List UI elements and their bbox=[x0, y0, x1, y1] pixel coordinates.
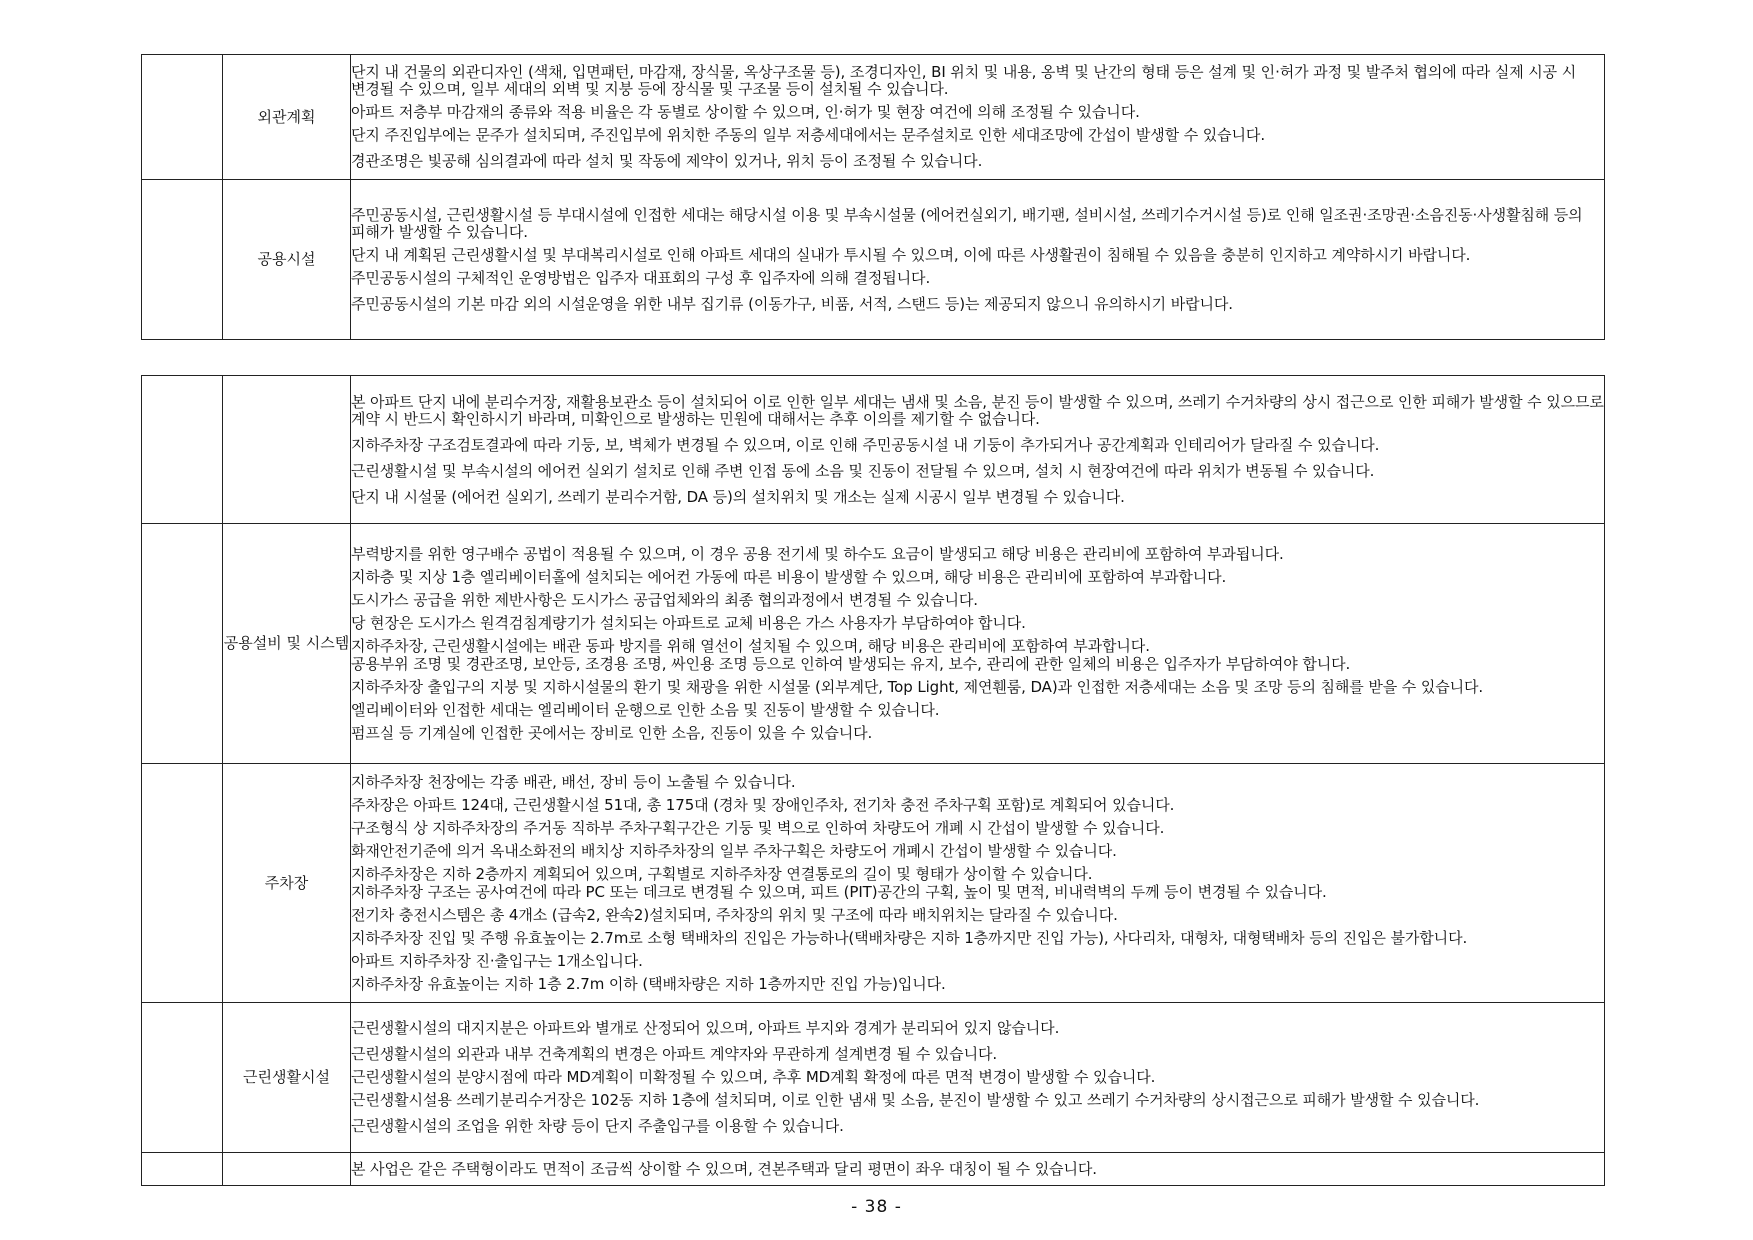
notice-item: 근린생활시설의 외관과 내부 건축계획의 변경은 아파트 계약자와 무관하게 설계변경 될 수 있습니다. bbox=[351, 1045, 998, 1063]
notice-item: 주민공동시설의 구체적인 운영방법은 입주자 대표회의 구성 후 입주자에 의해 결정됩니다. bbox=[351, 268, 931, 287]
section-content-waste-facilities bbox=[351, 376, 1605, 524]
notice-item: 당 현장은 도시가스 원격검침계량기가 설치되는 아파트로 교체 비용은 가스 사용자가 부담하여야 합니다. bbox=[351, 613, 1026, 632]
notice-item: 본 아파트 단지 내에 분리수거장, 재활용보관소 등이 설치되어 이로 인한 일부 세대는 냄새 및 소음, 분진 등이 발생할 수 있으며, 쓰레기 수거차량의 상시 접근으로 인한 피해가 발생할 수 있으므로 계약 시 반드시 확인하시기 바라며, 미확인으로 발생하는 민원에 대해서는 추후 이의를 제기할 수 없습니다. bbox=[351, 392, 1604, 428]
notice-item: 근린생활시설의 대지지분은 아파트와 별개로 산정되어 있으며, 아파트 부지와 경계가 분리되어 있지 않습니다. bbox=[351, 1019, 1060, 1037]
category-cell bbox=[142, 524, 223, 764]
section-row-common-systems bbox=[142, 524, 1605, 764]
notice-item: 주민공동시설의 기본 마감 외의 시설운영을 위한 내부 집기류 (이동가구, 비품, 서적, 스탠드 등)는 제공되지 않으니 유의하시기 바랍니다. bbox=[351, 294, 1233, 313]
notice-item: 근린생활시설의 분양시점에 따라 MD계획이 미확정될 수 있으며, 추후 MD계획 확정에 따른 면적 변경이 발생할 수 있습니다. bbox=[351, 1068, 1156, 1086]
notice-table-bottom bbox=[141, 375, 1605, 1186]
notice-item: 도시가스 공급을 위한 제반사항은 도시가스 공급업체와의 최종 협의과정에서 변경될 수 있습니다. bbox=[351, 590, 978, 609]
notice-item: 아파트 저층부 마감재의 종류와 적용 비율은 각 동별로 상이할 수 있으며, 인·허가 및 현장 여건에 의해 조정될 수 있습니다. bbox=[351, 103, 1140, 121]
notice-item: 단지 내 시설물 (에어컨 실외기, 쓰레기 분리수거함, DA 등)의 설치위치 및 개소는 실제 시공시 일부 변경될 수 있습니다. bbox=[351, 487, 1125, 506]
section-label-blank bbox=[223, 376, 351, 524]
notice-item: 단지 내 건물의 외관디자인 (색채, 입면패턴, 마감재, 장식물, 옥상구조물 등), 조경디자인, BI 위치 및 내용, 옹벽 및 난간의 형태 등은 설계 및 인·허가 과정 및 발주처 협의에 따라 실제 시공 시 변경될 수 있으며, 일부 세대의 외벽 및 지붕 등에 장식물 및 구조물 등이 설치될 수 있습니다. bbox=[351, 63, 1577, 98]
section-label-exterior-plan: 외관계획 bbox=[223, 55, 351, 180]
notice-item: 지하주차장, 근린생활시설에는 배관 동파 방지를 위해 열선이 설치될 수 있으며, 해당 비용은 관리비에 포함하여 부과합니다. bbox=[351, 636, 1150, 655]
section-content-common-systems bbox=[351, 524, 1605, 764]
notice-item: 지하주차장 진입 및 주행 유효높이는 2.7m로 소형 택배차의 진입은 가능하나(택배차량은 지하 1층까지만 진입 가능), 사다리차, 대형차, 대형택배차 등의 진입은 불가합니다. bbox=[351, 928, 1468, 947]
notice-item: 지하주차장 구조검토결과에 따라 기둥, 보, 벽체가 변경될 수 있으며, 이로 인해 주민공동시설 내 기둥이 추가되거나 공간계획과 인테리어가 달라질 수 있습니다. bbox=[351, 435, 1380, 454]
notice-item: 구조형식 상 지하주차장의 주거동 직하부 주차구획구간은 기둥 및 벽으로 인하여 차량도어 개폐 시 간섭이 발생할 수 있습니다. bbox=[351, 818, 1165, 837]
category-cell bbox=[142, 376, 223, 524]
notice-table-top bbox=[141, 54, 1605, 340]
section-label-parking: 주차장 bbox=[223, 764, 351, 1003]
section-content-common-facilities bbox=[351, 180, 1605, 340]
section-label-common-facilities: 공용시설 bbox=[223, 180, 351, 340]
notice-item: 엘리베이터와 인접한 세대는 엘리베이터 운행으로 인한 소음 및 진동이 발생할 수 있습니다. bbox=[351, 700, 940, 719]
notice-item: 단지 내 계획된 근린생활시설 및 부대복리시설로 인해 아파트 세대의 실내가 투시될 수 있으며, 이에 따른 사생활권이 침해될 수 있음을 충분히 인지하고 계약하시기 바랍니다. bbox=[351, 245, 1471, 264]
notice-item: 전기차 충전시스템은 총 4개소 (급속2, 완속2)설치되며, 주차장의 위치 및 구조에 따라 배치위치는 달라질 수 있습니다. bbox=[351, 905, 1118, 924]
section-row-exterior-plan bbox=[142, 55, 1605, 180]
notice-item: 펌프실 등 기계실에 인접한 곳에서는 장비로 인한 소음, 진동이 있을 수 있습니다. bbox=[351, 723, 873, 742]
category-cell bbox=[142, 180, 223, 340]
notice-item: 근린생활시설의 조업을 위한 차량 등이 단지 주출입구를 이용할 수 있습니다. bbox=[351, 1117, 844, 1135]
category-cell bbox=[142, 55, 223, 180]
notice-item: 근린생활시설 및 부속시설의 에어컨 실외기 설치로 인해 주변 인접 동에 소음 및 진동이 전달될 수 있으며, 설치 시 현장여건에 따라 위치가 변동될 수 있습니다. bbox=[351, 461, 1375, 480]
notice-item: 주차장은 아파트 124대, 근린생활시설 51대, 총 175대 (경차 및 장애인주차, 전기차 충전 주차구획 포함)로 계획되어 있습니다. bbox=[351, 795, 1175, 814]
notice-item: 공용부위 조명 및 경관조명, 보안등, 조경용 조명, 싸인용 조명 등으로 인하여 발생되는 유지, 보수, 관리에 관한 일체의 비용은 입주자가 부담하여야 합니다. bbox=[351, 654, 1351, 673]
section-label-neighborhood-facilities: 근린생활시설 bbox=[223, 1003, 351, 1153]
notice-item: 지하주차장 유효높이는 지하 1층 2.7m 이하 (택배차량은 지하 1층까지만 진입 가능)입니다. bbox=[351, 974, 946, 993]
section-content-parking bbox=[351, 764, 1605, 1003]
section-row-common-facilities bbox=[142, 180, 1605, 340]
notice-item: 지하주차장 출입구의 지붕 및 지하시설물의 환기 및 채광을 위한 시설물 (외부계단, Top Light, 제연휀룸, DA)과 인접한 저층세대는 소음 및 조망 등의 침해를 받을 수 있습니다. bbox=[351, 677, 1484, 696]
notice-item: 부력방지를 위한 영구배수 공법이 적용될 수 있으며, 이 경우 공용 전기세 및 하수도 요금이 발생되고 해당 비용은 관리비에 포함하여 부과됩니다. bbox=[351, 544, 1284, 563]
notice-item: 단지 주진입부에는 문주가 설치되며, 주진입부에 위치한 주동의 일부 저층세대에서는 문주설치로 인한 세대조망에 간섭이 발생할 수 있습니다. bbox=[351, 126, 1265, 144]
notice-item: 지하주차장 천장에는 각종 배관, 배선, 장비 등이 노출될 수 있습니다. bbox=[351, 772, 796, 791]
section-row-neighborhood-facilities bbox=[142, 1003, 1605, 1153]
notice-item: 지하주차장 구조는 공사여건에 따라 PC 또는 데크로 변경될 수 있으며, 피트 (PIT)공간의 구획, 높이 및 면적, 비내력벽의 두께 등이 변경될 수 있습니다. bbox=[351, 882, 1327, 901]
section-content-unit-layout bbox=[351, 1153, 1605, 1186]
section-content-neighborhood-facilities bbox=[351, 1003, 1605, 1153]
page-number: - 38 - bbox=[851, 1197, 902, 1217]
category-cell bbox=[142, 1153, 223, 1186]
notice-item: 경관조명은 빛공해 심의결과에 따라 설치 및 작동에 제약이 있거나, 위치 등이 조정될 수 있습니다. bbox=[351, 152, 983, 170]
notice-item: 지하주차장은 지하 2층까지 계획되어 있으며, 구획별로 지하주차장 연결통로의 길이 및 형태가 상이할 수 있습니다. bbox=[351, 864, 1093, 883]
notice-item: 본 사업은 같은 주택형이라도 면적이 조금씩 상이할 수 있으며, 견본주택과 달리 평면이 좌우 대칭이 될 수 있습니다. bbox=[351, 1159, 1097, 1178]
section-row-waste-facilities bbox=[142, 376, 1605, 524]
notice-item: 지하층 및 지상 1층 엘리베이터홀에 설치되는 에어컨 가동에 따른 비용이 발생할 수 있으며, 해당 비용은 관리비에 포함하여 부과합니다. bbox=[351, 567, 1227, 586]
section-content-exterior-plan bbox=[351, 55, 1605, 180]
section-row-parking bbox=[142, 764, 1605, 1003]
section-label-blank bbox=[223, 1153, 351, 1186]
notice-item: 아파트 지하주차장 진·출입구는 1개소입니다. bbox=[351, 951, 643, 970]
category-cell bbox=[142, 764, 223, 1003]
notice-item: 근린생활시설용 쓰레기분리수거장은 102동 지하 1층에 설치되며, 이로 인한 냄새 및 소음, 분진이 발생할 수 있고 쓰레기 수거차량의 상시접근으로 피해가 발생할 수 있습니다. bbox=[351, 1091, 1480, 1109]
notice-item: 주민공동시설, 근린생활시설 등 부대시설에 인접한 세대는 해당시설 이용 및 부속시설물 (에어컨실외기, 배기팬, 설비시설, 쓰레기수거시설 등)로 인해 일조권·조망권·소음진동·사생활침해 등의 피해가 발생할 수 있습니다. bbox=[351, 205, 1583, 241]
section-label-common-systems: 공용설비 및 시스템 bbox=[223, 524, 351, 764]
section-row-unit-layout bbox=[142, 1153, 1605, 1186]
category-cell bbox=[142, 1003, 223, 1153]
notice-item: 화재안전기준에 의거 옥내소화전의 배치상 지하주차장의 일부 주차구획은 차량도어 개폐시 간섭이 발생할 수 있습니다. bbox=[351, 841, 1117, 860]
